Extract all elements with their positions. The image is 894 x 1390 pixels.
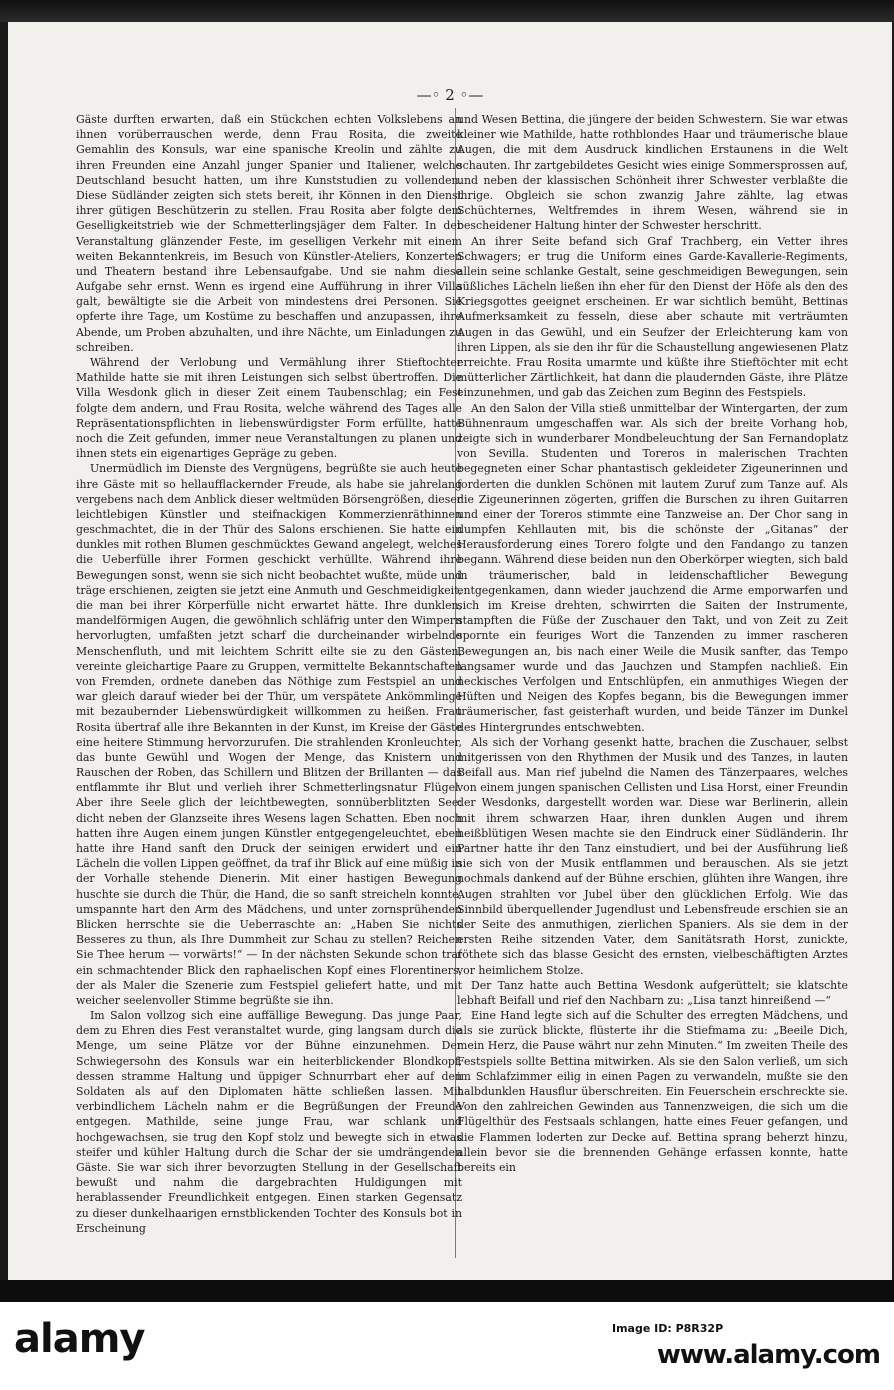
paragraph: Als sich der Vorhang gesenkt hatte, brachen die Zuschauer, selbst mitgerissen von den Rhythmen der Musik und des Tanzes, in lauten Beifall aus. Man rief jubelnd die Namen des Tänzerpaares, welches von einem jungen spanischen Cellisten und Lisa Horst, einer Freundin der Wesdonks, dargestellt worden war. Diese war Berlinerin, allein mit ihrem schwarzen Haar, ihren dunklen Augen und ihrem heißblütigen Wesen machte sie den Eindruck einer Südländerin. Ihr Partner hatte ihr den Tanz einstudiert, und bei der Ausführung ließ sie sich von der Musik entflammen und berauschen. Als sie jetzt nochmals dankend auf der Bühne erschien, glühten ihre Wangen, ihre Augen strahlten vor Jubel über den glücklichen Erfolg. Wie das Sinnbild überquellender Jugendlust und Lebensfreude erschien sie an der Seite des anmuthigen, zierlichen Spaniers. Als sie dem in der ersten Reihe sitzenden Vater, dem Sanitätsrath Horst, zunickte, röthete sich das blasse Gesicht des ernsten, vielbeschäftigten Arztes vor heimlichem Stolze. [457, 735, 848, 977]
paragraph: An ihrer Seite befand sich Graf Trachberg, ein Vetter ihres Schwagers; er trug die Uniform eines Garde-Kavallerie-Regiments, allein seine schlanke Gestalt, seine geschmeidigen Bewegungen, sein süßliches Lächeln ließen ihn eher für den Dienst der Höfe als den des Kriegsgottes geeignet erscheinen. Er war sichtlich bemüht, Bettinas Aufmerksamkeit zu fesseln, diese aber schaute mit verträumten Augen in das Gewühl, und ein Seufzer der Erleichterung kam von ihren Lippen, als sie den ihr für die Schaustellung angewiesenen Platz erreichte. Frau Rosita umarmte und küßte ihre Stieftöchter mit echt mütterlicher Zärtlichkeit, hat dann die plaudernden Gäste, ihre Plätze einzunehmen, und gab das Zeichen zum Beginn des Festspiels. [457, 234, 848, 400]
paragraph: Gäste durften erwarten, daß ein Stückchen echten Volkslebens an ihnen vorüberrauschen werde, denn Frau Rosita, die zweite Gemahlin des Konsuls, war eine spanische Kreolin und zählte zu ihren Freunden eine Anzahl junger Spanier und Italiener, welche Deutschland besucht hatten, um ihre Kunststudien zu vollenden. Diese Südländer zeigten sich stets bereit, ihr Können in den Dienst ihrer gütigen Beschützerin zu stellen. Frau Rosita aber folgte dem Geselligkeitstrieb wie der Schmetterlingsjäger dem Falter. In der Veranstaltung glänzender Feste, im geselligen Verkehr mit einem weiten Bekanntenkreis, im Besuch von Künstler-Ateliers, Konzerten und Theatern bestand ihre Lebensaufgabe. Und sie nahm diese Aufgabe sehr ernst. Wenn es irgend eine Aufführung in ihrer Villa galt, bewältigte sie die Arbeit von mindestens drei Personen. Sie opferte ihre Tage, um Kostüme zu beschaffen und anzupassen, ihre Abende, um Proben abzuhalten, und ihre Nächte, um Einladungen zu schreiben. [76, 113, 462, 354]
paragraph: Während der Verlobung und Vermählung ihrer Stieftochter Mathilde hatte sie mit ihren Leistungen sich selbst übertroffen. Die Villa Wesdonk glich in dieser Zeit einem Taubenschlag; ein Fest folgte dem andern, und Frau Rosita, welche während des Tages alle Repräsentationspflichten in liebenswürdigster Form erfüllte, hatte noch die Zeit gefunden, immer neue Veranstaltungen zu planen und ihnen stets ein eigenartiges Gepräge zu geben. [76, 356, 462, 461]
paragraph: Im Salon vollzog sich eine auffällige Bewegung. Das junge Paar, dem zu Ehren dies Fest veranstaltet wurde, ging langsam durch die Menge, um seine Plätze vor der Bühne einzunehmen. Der Schwiegersohn des Konsuls war ein heiterblickender Blondkopf, dessen stramme Haltung und üppiger Schnurrbart eher auf den Soldaten als auf den Diplomaten hätte schließen lassen. Mit verbindlichem Lächeln nahm er die Begrüßungen der Freunde entgegen. Mathilde, seine junge Frau, war schlank und hochgewachsen, sie trug den Kopf stolz und bewegte sich in etwas steifer und kühler Haltung durch die Schar der sie umdrängenden Gäste. Sie war sich ihrer bevorzugten Stellung in der Gesellschaft bewußt und nahm die dargebrachten Huldigungen mit herablassender Freundlichkeit entgegen. Einen starken Gegensatz zu dieser dunkelhaarigen ernstblickenden Tochter des Konsuls bot in Erscheinung [76, 1009, 462, 1235]
scan-edge-top [0, 0, 894, 22]
scan-edge-bottom [0, 1280, 894, 1302]
paragraph: Eine Hand legte sich auf die Schulter des erregten Mädchens, und als sie zurück blickte, flüsterte ihr die Stiefmama zu: „Beeile Dich, mein Herz, die Pause währt nur zehn Minuten.“ Im zweiten Theile des Festspiels sollte Bettina mitwirken. Als sie den Salon verließ, um sich im Schlafzimmer eilig in einen Pagen zu verwandeln, mußte sie den halbdunklen Hausflur überschreiten. Ein Feuerschein erschreckte sie. Von den zahlreichen Gewinden aus Tannenzweigen, die sich um die Flügelthür des Festsaals schlangen, hatte eines Feuer gefangen, und die Flammen loderten zur Decke auf. Bettina sprang beherzt hinzu, allein bevor sie die brennenden Gehänge erfassen konnte, hatte bereits ein [457, 1009, 848, 1174]
right-column [457, 112, 848, 1262]
watermark-image-id: Image ID: P8R32P [612, 1322, 724, 1335]
paragraph: An den Salon der Villa stieß unmittelbar der Wintergarten, der zum Bühnenraum umgeschaffen war. Als sich der breite Vorhang hob, zeigte sich in wunderbarer Mondbeleuchtung der San Fernandoplatz von Sevilla. Studenten und Toreros in malerischen Trachten begegneten einer Schar phantastisch gekleideter Zigeunerinnen und forderten die dunklen Schönen mit lautem Zuruf zum Tanze auf. Als die Zigeunerinnen zögerten, griffen die Burschen zu ihren Guitarren und einer der Toreros stimmte eine Tanzweise an. Der Chor sang in dumpfen Kehllauten mit, bis die schönste der „Gitanas“ der Herausforderung eines Torero folgte und den Fandango zu tanzen begann. Während diese beiden nun den Oberkörper wiegten, sich bald in träumerischer, bald in leidenschaftlicher Bewegung entgegenkamen, dann wieder jauchzend die Arme emporwarfen und sich im Kreise drehten, schwirrten die Saiten der Instrumente, stampften die Füße der Zuschauer den Takt, und von Zeit zu Zeit spornte ein feuriges Wort die Tanzenden zu immer rascheren Bewegungen an, bis nach einer Weile die Musik sanfter, das Tempo langsamer wurde und das Jauchzen und Stampfen nachließ. Ein neckisches Verfolgen und Entschlüpfen, ein anmuthiges Wiegen der Hüften und Neigen des Kopfes begann, bis die Bewegungen immer träumerischer, fast geisterhaft wurden, und beide Tänzer im Dunkel des Hintergrundes entschwebten. [457, 401, 848, 734]
watermark-logo: alamy [14, 1316, 145, 1362]
page-number: —◦ 2 ◦— [416, 86, 484, 104]
paragraph: und Wesen Bettina, die jüngere der beiden Schwestern. Sie war etwas kleiner wie Mathilde, hatte rothblondes Haar und träumerische blaue Augen, die mit dem Ausdruck kindlichen Erstaunens in die Welt schauten. Ihr zartgebildetes Gesicht wies einige Sommersprossen auf, und neben der klassischen Schönheit ihrer Schwester verblaßte die ihrige. Obgleich sie schon zwanzig Jahre zählte, lag etwas Schüchternes, Weltfremdes in ihrem Wesen, während sie in bescheidener Haltung hinter der Schwester herschritt. [457, 113, 848, 233]
paragraph: Unermüdlich im Dienste des Vergnügens, begrüßte sie auch heute ihre Gäste mit so hellaufflackernder Freude, als habe sie jahrelang vergebens nach dem Anblick dieser weltmüden Börsengrößen, dieser leichtlebigen Künstler und steifnackigen Kommerzienräthinnen geschmachtet, die in der Thür des Salons erschienen. Sie hatte ein dunkles mit rothen Blumen geschmücktes Gewand angelegt, welches die Ueberfülle ihrer Formen geschickt verhüllte. Während ihre Bewegungen sonst, wenn sie sich nicht beobachtet wußte, müde und träge erschienen, zeigten sie jetzt eine Anmuth und Geschmeidigkeit, die man bei ihrer Körperfülle nicht erwartet hätte. Ihre dunklen, mandelförmigen Augen, die gewöhnlich schläfrig unter den Wimpern hervorlugten, umfaßten jetzt scharf die durcheinander wirbelnde Menschenfluth, und mit leichtem Schritt eilte sie zu den Gästen, vereinte gleichartige Paare zu Gruppen, vermittelte Bekanntschaften von Fremden, ordnete daneben das Nöthige zum Festspiel an und war gleich darauf wieder bei der Thür, um verspätete Ankömmlinge mit bezaubernder Liebenswürdigkeit willkommen zu heißen. Frau Rosita übertraf alle ihre Bekannten in der Kunst, im Kreise der Gäste eine heitere Stimmung hervorzurufen. Die strahlenden Kronleuchter, das bunte Gewühl und Wogen der Menge, das Knistern und Rauschen der Roben, das Schillern und Blitzen der Brillanten — das entflammte ihr Blut und verlieh ihrer Schmetterlingsnatur Flügel. Aber ihre Seele glich der leichtbewegten, sonnüberblitzten See: dicht neben der Glanzseite ihres Wesens lagen Schatten. Eben noch hatten ihre Augen einem jungen Künstler entgegengeleuchtet, eben hatte ihre Hand sanft den Druck der seinigen erwidert und ein Lächeln die vollen Lippen geöffnet, da traf ihr Blick auf eine müßig in der Vorhalle stehende Dienerin. Mit einer hastigen Bewegung huschte sie durch die Thür, die Hand, die so sanft streicheln konnte, umspannte hart den Arm des Mädchens, und unter zornsprühenden Blicken herrschte sie die Ueberraschte an: „Haben Sie nichts Besseres zu thun, als Ihre Dummheit zur Schau zu stellen? Reichen Sie Thee herum — vorwärts!“ — In der nächsten Sekunde schon traf ein schmachtender Blick den raphaelischen Kopf eines Florentiners, der als Maler die Szenerie zum Festspiel geliefert hatte, und mit weicher seelenvoller Stimme begrüßte sie ihn. [76, 462, 462, 1007]
paragraph: Der Tanz hatte auch Bettina Wesdonk aufgerüttelt; sie klatschte lebhaft Beifall und rief den Nachbarn zu: „Lisa tanzt hinreißend —“ [457, 978, 848, 1007]
watermark-bar [0, 1302, 894, 1390]
watermark-url: www.alamy.com [656, 1340, 880, 1370]
left-column [76, 112, 462, 1262]
newspaper-page [8, 22, 892, 1280]
